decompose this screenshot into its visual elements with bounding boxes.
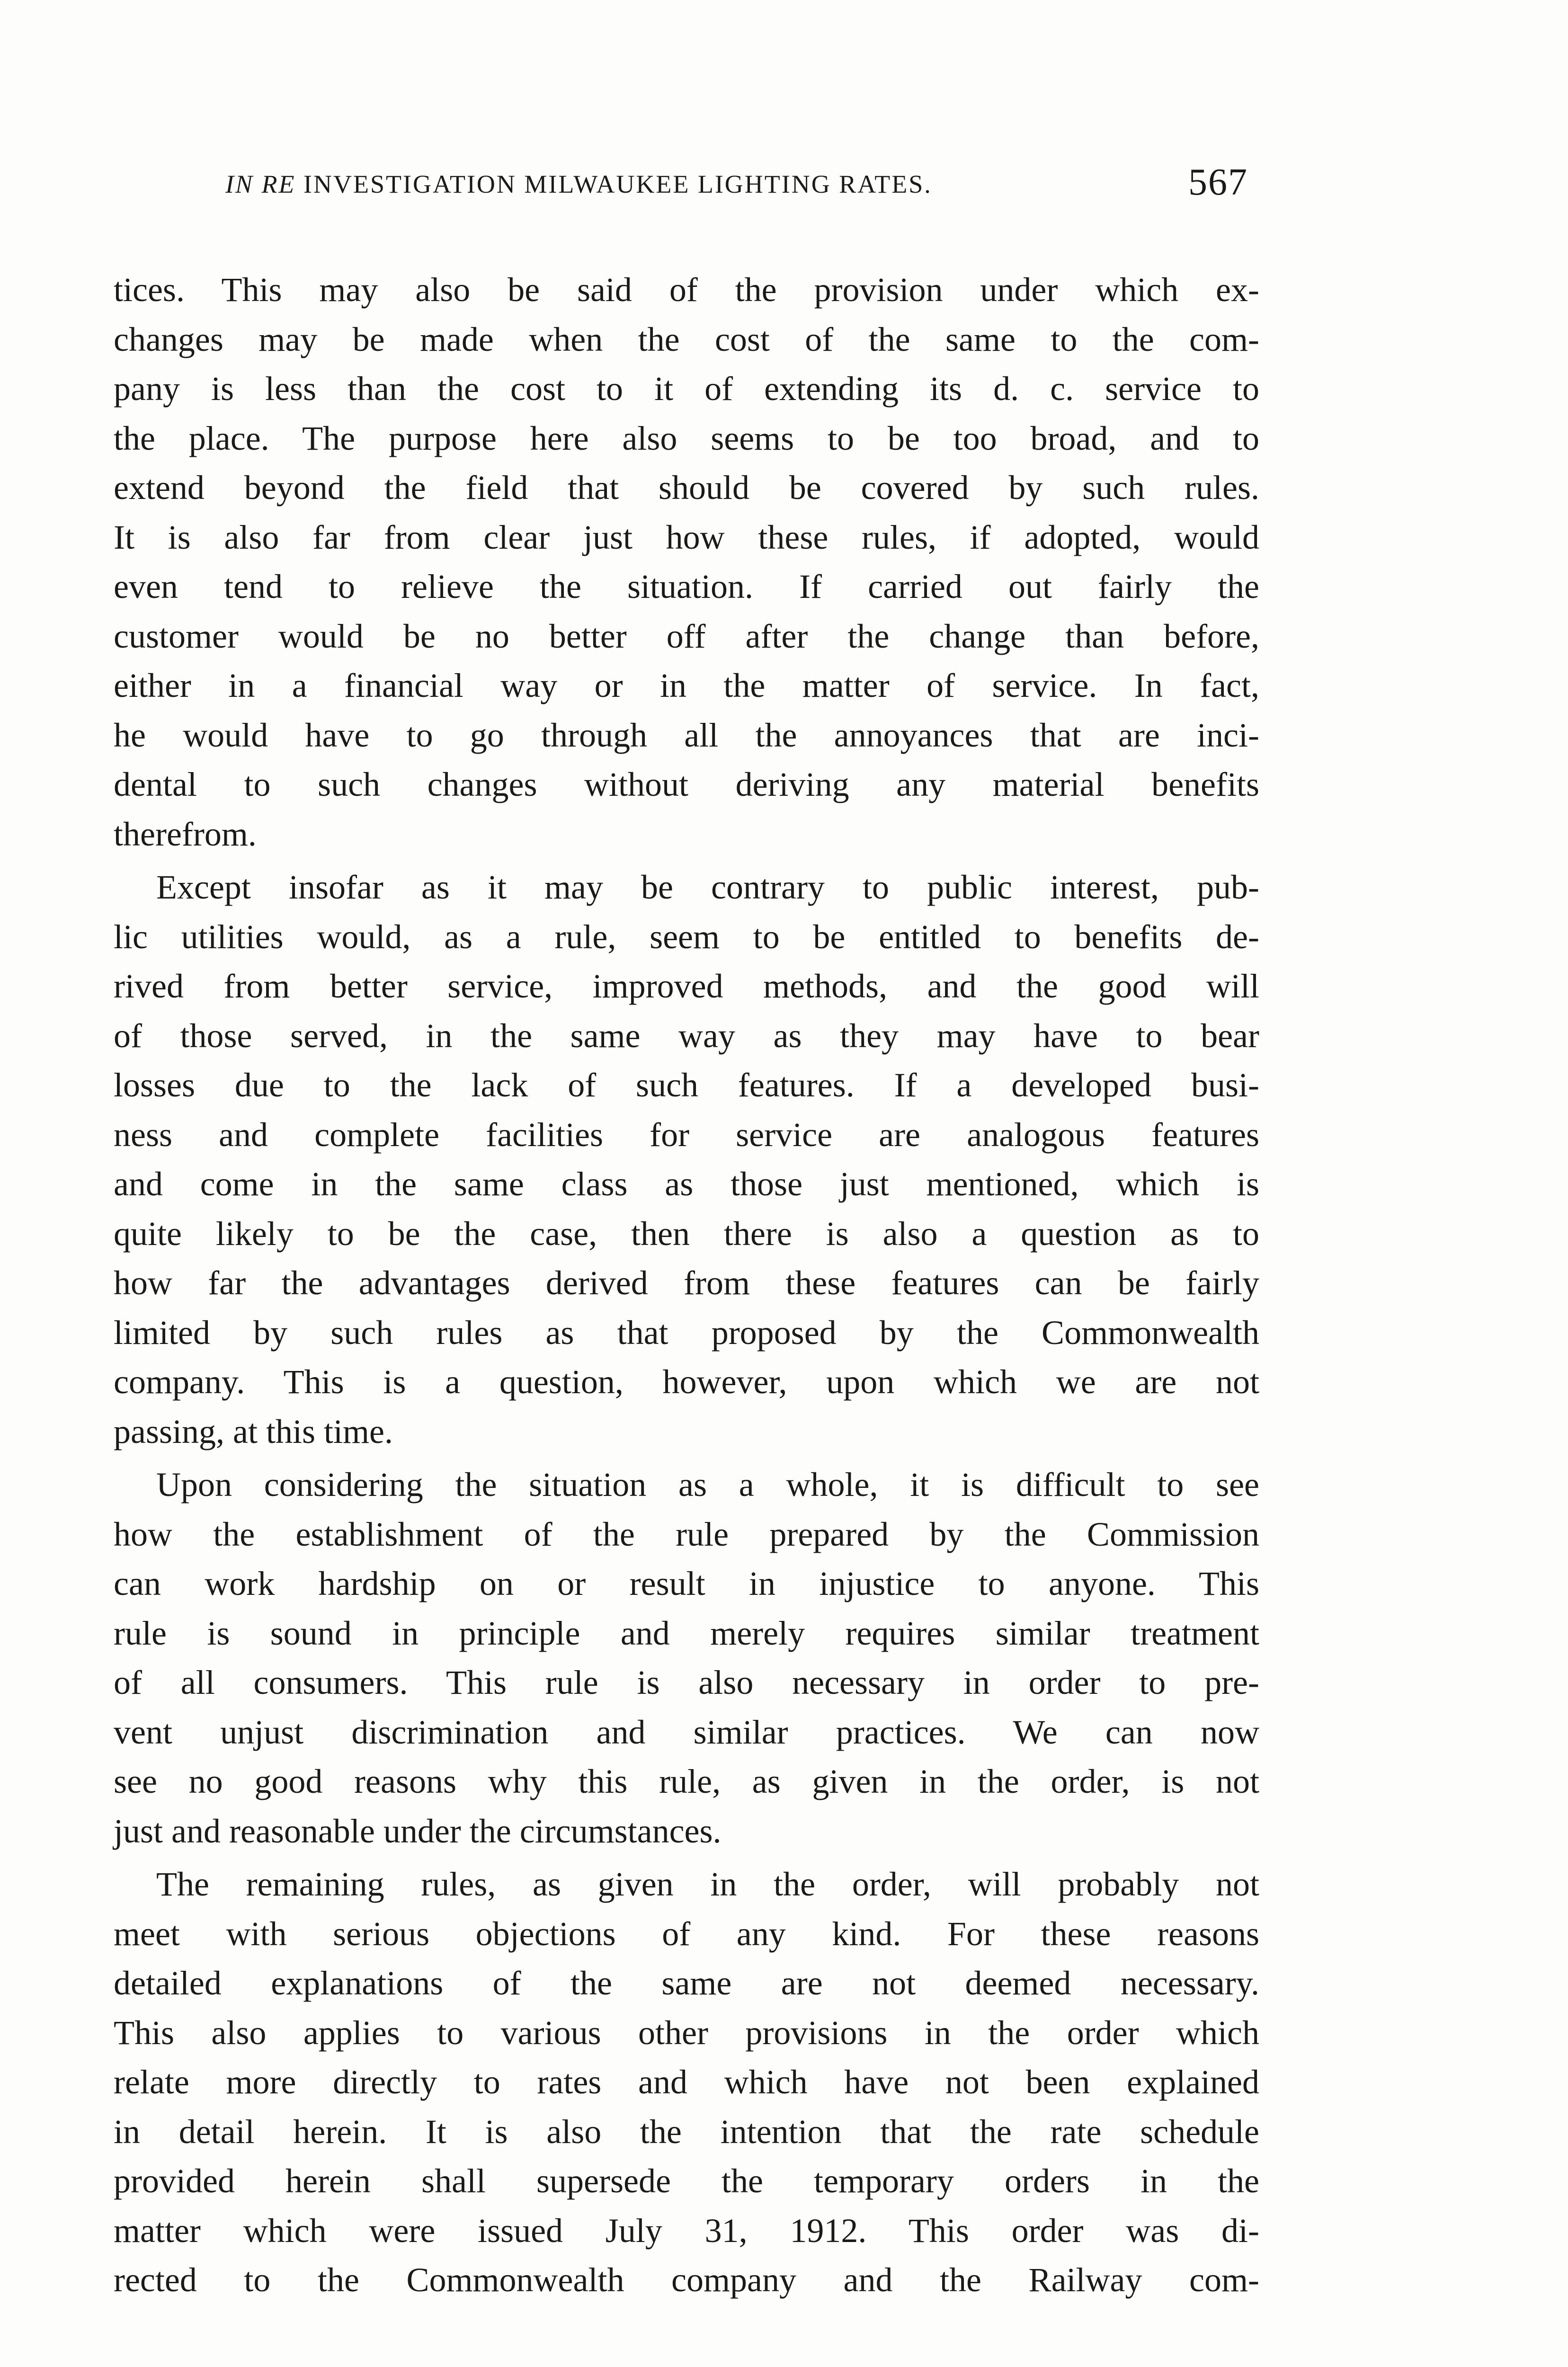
running-title-text: INVESTIGATION MILWAUKEE LIGHTING RATES. <box>303 170 932 198</box>
text-line: Except insofar as it may be contrary to public interest, pub- <box>156 868 1259 906</box>
text-line: tices. This may also be said of the provision under which ex- <box>114 271 1259 309</box>
paragraph-4 <box>114 1860 1259 2305</box>
text-line: extend beyond the field that should be covered by such rules. <box>114 469 1259 507</box>
paragraph-2 <box>114 863 1259 1456</box>
text-line: pany is less than the cost to it of extending its d. c. service to <box>114 370 1259 408</box>
text-line: This also applies to various other provisions in the order which <box>114 2013 1259 2052</box>
text-line: the place. The purpose here also seems to be too broad, and to <box>114 419 1259 457</box>
running-title <box>225 169 932 199</box>
paragraph-3 <box>114 1460 1259 1856</box>
text-line: even tend to relieve the situation. If carried out fairly the <box>114 568 1259 605</box>
text-line: matter which were issued July 31, 1912. This order was di- <box>114 2211 1259 2250</box>
text-line: see no good reasons why this rule, as given in the order, is not <box>114 1762 1259 1800</box>
running-head <box>225 161 1248 208</box>
text-line: company. This is a question, however, upon which we are not <box>114 1363 1259 1401</box>
text-line: detailed explanations of the same are not deemed necessary. <box>114 1964 1259 2002</box>
text-line: in detail herein. It is also the intention that the rate schedule <box>114 2112 1259 2151</box>
text-line: of all consumers. This rule is also necessary in order to pre- <box>114 1664 1259 1701</box>
text-line: can work hardship on or result in injustice to anyone. This <box>114 1565 1259 1602</box>
text-line: meet with serious objections of any kind. For these reasons <box>114 1914 1259 1953</box>
text-line: and come in the same class as those just mentioned, which is <box>114 1165 1259 1203</box>
text-line: vent unjust discrimination and similar practices. We can now <box>114 1713 1259 1751</box>
text-line: rived from better service, improved methods, and the good will <box>114 967 1259 1005</box>
page-number: 567 <box>1188 161 1248 203</box>
text-line: limited by such rules as that proposed by the Commonwealth <box>114 1313 1259 1352</box>
text-line: therefrom. <box>114 815 257 853</box>
text-line: customer would be no better off after the change than before, <box>114 617 1259 655</box>
body-text <box>114 265 1259 2309</box>
text-line: rected to the Commonwealth company and the Railway com- <box>114 2261 1259 2299</box>
paragraph-1 <box>114 265 1259 859</box>
text-line: provided herein shall supersede the temporary orders in the <box>114 2162 1259 2200</box>
text-line: lic utilities would, as a rule, seem to be entitled to benefits de- <box>114 917 1259 956</box>
text-line: It is also far from clear just how these rules, if adopted, would <box>114 518 1259 556</box>
text-line: either in a financial way or in the matter of service. In fact, <box>114 667 1259 704</box>
text-line: relate more directly to rates and which have not been explained <box>114 2063 1259 2101</box>
text-line: he would have to go through all the annoyances that are inci- <box>114 716 1259 754</box>
text-line: ness and complete facilities for service are analogous features <box>114 1115 1259 1154</box>
text-line: losses due to the lack of such features. If a developed busi- <box>114 1066 1259 1104</box>
running-title-italic: IN RE <box>225 170 296 198</box>
text-line: how the establishment of the rule prepared by the Commission <box>114 1515 1259 1553</box>
text-line: quite likely to be the case, then there is also a question as to <box>114 1214 1259 1253</box>
text-line: passing, at this time. <box>114 1412 393 1450</box>
text-line: of those served, in the same way as they may have to bear <box>114 1016 1259 1055</box>
text-line: Upon considering the situation as a whole, it is difficult to see <box>156 1466 1259 1504</box>
text-line: changes may be made when the cost of the same to the com- <box>114 320 1259 358</box>
text-line: rule is sound in principle and merely requires similar treatment <box>114 1614 1259 1652</box>
text-line: dental to such changes without deriving any material benefits <box>114 765 1259 803</box>
text-line: how far the advantages derived from these features can be fairly <box>114 1264 1259 1302</box>
text-line: The remaining rules, as given in the order, will probably not <box>156 1865 1259 1903</box>
text-line: just and reasonable under the circumstances. <box>114 1812 722 1850</box>
